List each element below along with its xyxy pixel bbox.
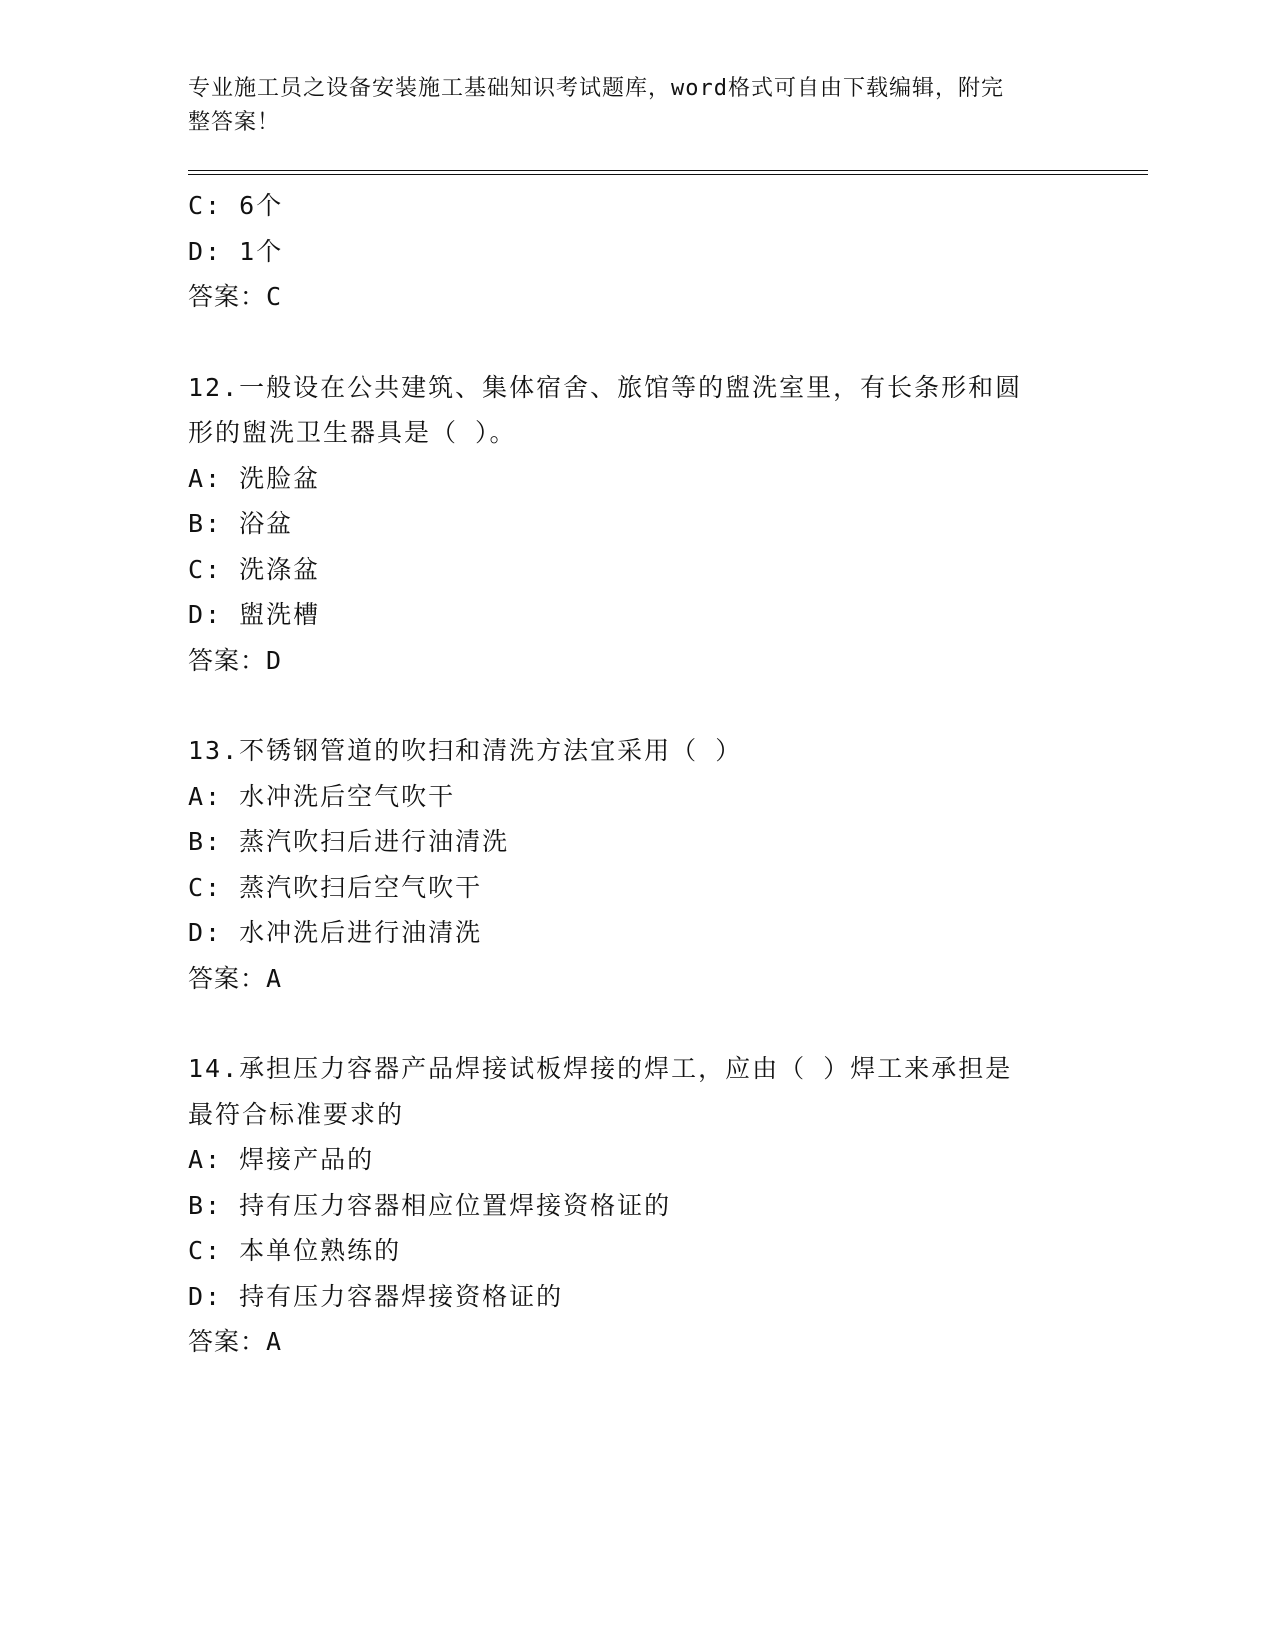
option-label: A: — [188, 463, 223, 493]
question-block-12 — [188, 365, 1148, 684]
spacer — [188, 1001, 1148, 1046]
answer-line: 答案：A — [188, 1327, 283, 1356]
option-label: D: — [188, 236, 223, 266]
option-line — [188, 547, 1148, 593]
option-text: 水冲洗后进行油清洗 — [239, 918, 483, 947]
document-page — [188, 72, 1148, 1365]
option-line — [188, 1183, 1148, 1229]
question-stem: 13.不锈钢管道的吹扫和清洗方法宜采用（ ） — [188, 736, 743, 765]
option-label: B: — [188, 827, 223, 856]
option-label: B: — [188, 509, 223, 538]
option-label: D: — [188, 918, 223, 947]
option-line — [188, 1137, 1148, 1183]
option-line — [188, 1274, 1148, 1320]
option-text: 蒸汽吹扫后空气吹干 — [239, 872, 483, 902]
option-label: A: — [188, 1145, 223, 1174]
question-stem: 14.承担压力容器产品焊接试板焊接的焊工，应由（ ）焊工来承担是 — [188, 1054, 1013, 1083]
option-text: 1个 — [239, 236, 284, 266]
option-line — [188, 183, 1148, 229]
option-line — [188, 910, 1148, 956]
answer-line: 答案：C — [188, 282, 283, 311]
header-line: 专业施工员之设备安装施工基础知识考试题库，word格式可自由下载编辑，附完 — [188, 76, 1004, 101]
header-divider — [188, 170, 1148, 175]
question-stem: 最符合标准要求的 — [188, 1099, 405, 1129]
option-text: 蒸汽吹扫后进行油清洗 — [239, 827, 510, 856]
answer-line: 答案：D — [188, 645, 283, 675]
option-text: 洗脸盆 — [239, 463, 321, 493]
option-text: 持有压力容器焊接资格证的 — [239, 1281, 564, 1311]
option-label: D: — [188, 600, 223, 629]
question-block-partial — [188, 183, 1148, 320]
option-text: 盥洗槽 — [239, 600, 321, 629]
option-line — [188, 229, 1148, 275]
answer-line: 答案：A — [188, 963, 283, 993]
option-label: C: — [188, 191, 223, 220]
option-label: C: — [188, 554, 223, 584]
option-line — [188, 1228, 1148, 1274]
option-line — [188, 774, 1148, 820]
option-text: 6个 — [239, 191, 284, 220]
option-line — [188, 865, 1148, 911]
option-label: C: — [188, 1236, 223, 1265]
option-label: C: — [188, 872, 223, 902]
header-line: 整答案！ — [188, 110, 281, 135]
option-text: 水冲洗后空气吹干 — [239, 781, 456, 811]
option-text: 持有压力容器相应位置焊接资格证的 — [239, 1190, 672, 1220]
option-line — [188, 592, 1148, 638]
question-block-14 — [188, 1046, 1148, 1365]
question-block-13 — [188, 728, 1148, 1001]
option-line — [188, 819, 1148, 865]
question-stem: 12.一般设在公共建筑、集体宿舍、旅馆等的盥洗室里，有长条形和圆 — [188, 372, 1023, 402]
option-label: A: — [188, 781, 223, 811]
option-line — [188, 501, 1148, 547]
spacer — [188, 683, 1148, 728]
option-text: 本单位熟练的 — [239, 1236, 402, 1265]
option-line — [188, 456, 1148, 502]
option-text: 洗涤盆 — [239, 554, 321, 584]
option-label: D: — [188, 1281, 223, 1311]
option-text: 焊接产品的 — [239, 1145, 375, 1174]
option-text: 浴盆 — [239, 509, 294, 538]
document-header — [188, 72, 1068, 140]
option-label: B: — [188, 1190, 223, 1220]
question-stem: 形的盥洗卫生器具是（ ）。 — [188, 418, 517, 447]
spacer — [188, 320, 1148, 365]
